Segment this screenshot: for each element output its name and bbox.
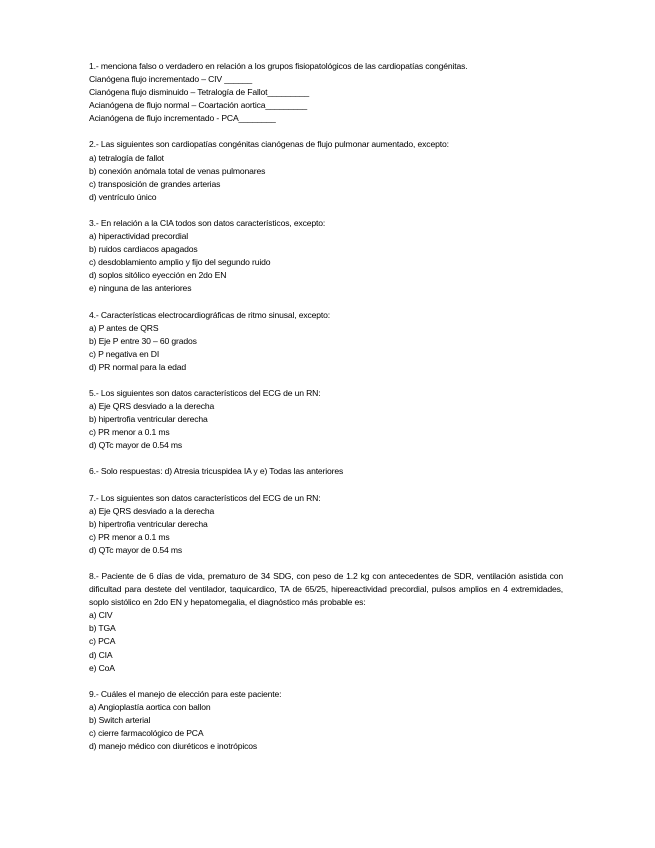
question-2-option-a: a) tetralogía de fallot	[89, 152, 164, 163]
question-4-option-d: d) PR normal para la edad	[89, 361, 187, 372]
question-9-text: 9.- Cuáles el manejo de elección para este paciente:	[89, 688, 282, 699]
question-8-option-e: e) CoA	[89, 662, 115, 673]
question-8-option-a: a) CIV	[89, 610, 113, 621]
question-9-option-c: c) cierre farmacológico de PCA	[89, 728, 204, 739]
question-3-option-b: b) ruidos cardiacos apagados	[89, 244, 198, 255]
question-5-option-a: a) Eje QRS desviado a la derecha	[89, 401, 215, 412]
question-4-option-b: b) Eje P entre 30 – 60 grados	[89, 335, 197, 346]
question-7	[89, 492, 563, 557]
question-3-option-e: e) ninguna de las anteriores	[89, 283, 192, 294]
question-9-option-b: b) Switch arterial	[89, 714, 151, 725]
question-3-text: 3.- En relación a la CIA todos son datos característicos, excepto:	[89, 217, 326, 228]
question-3-option-d: d) soplos sitólico eyección en 2do EN	[89, 270, 227, 281]
question-8-option-d: d) CIA	[89, 649, 113, 660]
question-1-item-coartacion: Acianógena de flujo normal – Coartación aortica_________	[89, 100, 308, 111]
question-4-option-a: a) P antes de QRS	[89, 322, 159, 333]
question-1-item-fallot: Cianógena flujo disminuido – Tetralogía de Fallot_________	[89, 87, 309, 98]
question-7-text: 7.- Los siguientes son datos característicos del ECG de un RN:	[89, 492, 321, 503]
question-8-option-c: c) PCA	[89, 636, 116, 647]
question-2-text: 2.- Las siguientes son cardiopatías congénitas cianógenas de flujo pulmonar aumentado, excepto:	[89, 139, 449, 150]
question-7-option-a: a) Eje QRS desviado a la derecha	[89, 505, 215, 516]
question-8-text: 8.- Paciente de 6 días de vida, prematuro de 34 SDG, con peso de 1.2 kg con antecedentes de SDR, ventilación asistida con dificultad para destete del ventilador, taquicardico, TA de 65/25, hipereactividad precordial, pulsos amplios en 4 extremidades, soplo sistólico en 2do EN y hepatomegalia, el diagnóstico más probable es:	[89, 571, 563, 608]
question-2-option-c: c) transposición de grandes arterias	[89, 178, 221, 189]
question-3-option-a: a) hiperactividad precordial	[89, 231, 188, 242]
question-4-option-c: c) P negativa en DI	[89, 348, 160, 359]
question-7-option-d: d) QTc mayor de 0.54 ms	[89, 544, 183, 555]
question-3	[89, 217, 563, 296]
document-page	[89, 60, 563, 766]
question-5-option-b: b) hipertrofia ventricular derecha	[89, 414, 208, 425]
question-2-option-b: b) conexión anómala total de venas pulmonares	[89, 165, 266, 176]
question-6-text: 6.- Solo respuestas: d) Atresia tricuspidea IA y e) Todas las anteriores	[89, 466, 344, 477]
question-5-option-d: d) QTc mayor de 0.54 ms	[89, 440, 183, 451]
question-1-item-pca: Acianógena de flujo incrementado - PCA________	[89, 113, 276, 124]
question-3-option-c: c) desdoblamiento amplio y fijo del segundo ruido	[89, 257, 271, 268]
question-1	[89, 60, 563, 125]
question-5-text: 5.- Los siguientes son datos característicos del ECG de un RN:	[89, 387, 321, 398]
question-1-item-civ: Cianógena flujo incrementado – CIV ______	[89, 74, 252, 85]
question-7-option-b: b) hipertrofia ventricular derecha	[89, 518, 208, 529]
question-2	[89, 138, 563, 203]
question-5-option-c: c) PR menor a 0.1 ms	[89, 427, 170, 438]
question-9	[89, 688, 563, 753]
question-9-option-a: a) Angioplastía aortica con ballon	[89, 701, 211, 712]
question-4-text: 4.- Características electrocardiográficas de ritmo sinusal, excepto:	[89, 309, 331, 320]
question-8-option-b: b) TGA	[89, 623, 116, 634]
question-8	[89, 570, 563, 675]
question-6	[89, 465, 563, 478]
question-4	[89, 309, 563, 374]
question-5	[89, 387, 563, 452]
question-7-option-c: c) PR menor a 0.1 ms	[89, 531, 170, 542]
question-9-option-d: d) manejo médico con diuréticos e inotrópicos	[89, 741, 258, 752]
question-1-text: 1.- menciona falso o verdadero en relación a los grupos fisiopatológicos de las cardiopatías congénitas.	[89, 61, 468, 71]
question-2-option-d: d) ventrículo único	[89, 191, 157, 202]
